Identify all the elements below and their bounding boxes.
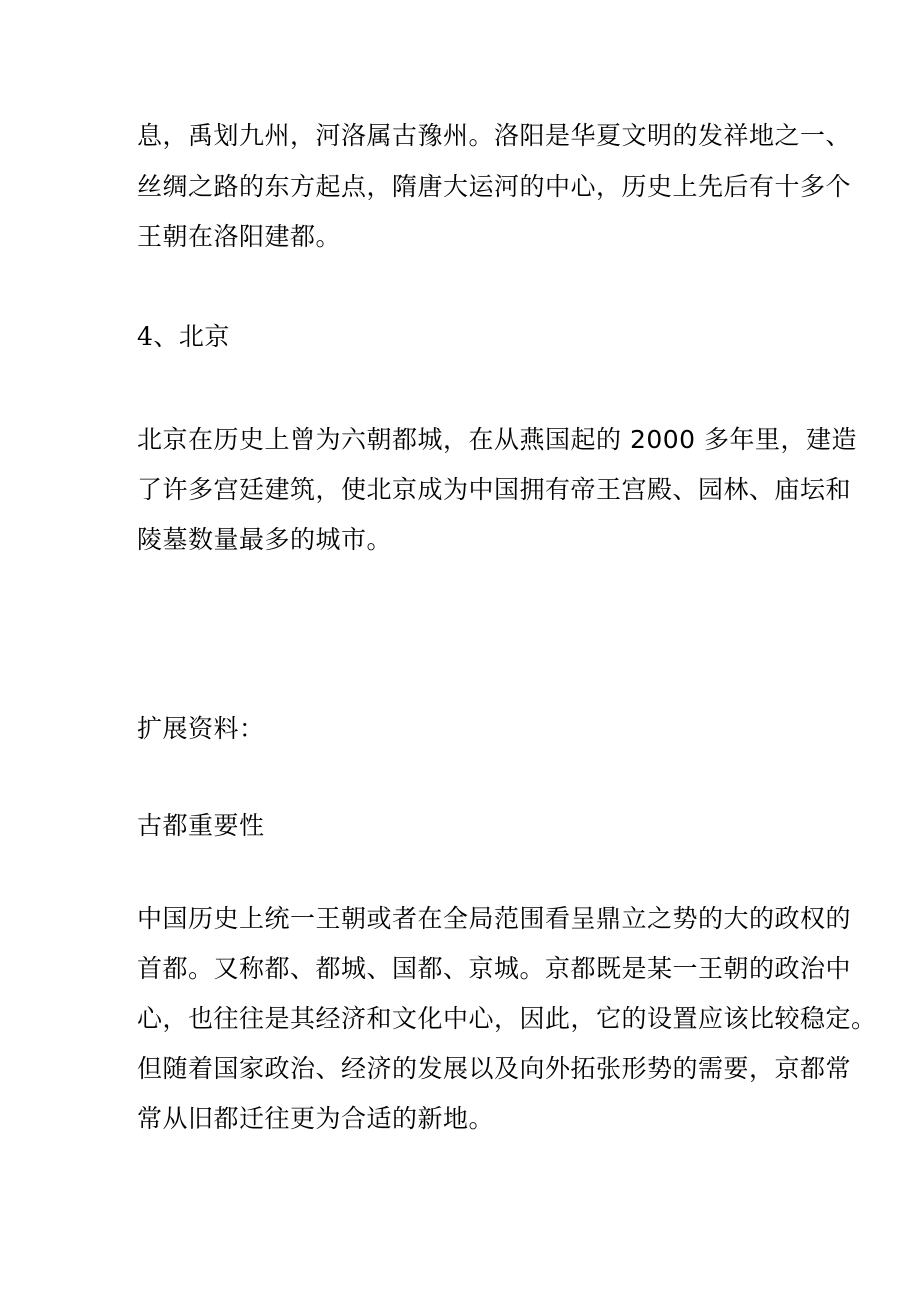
extended-material-label: 扩展资料： [137, 714, 265, 743]
paragraph-importance-line-5: 常从旧都迁往更为合适的新地。 [137, 1104, 495, 1133]
paragraph-importance-line-4: 但随着国家政治、经济的发展以及向外拓张形势的需要，京都常 [137, 1054, 852, 1083]
paragraph-luoyang-line-3: 王朝在洛阳建都。 [137, 222, 342, 251]
paragraph-beijing-line-3: 陵墓数量最多的城市。 [137, 525, 393, 554]
paragraph-importance-line-2: 首都。又称都、都城、国都、京城。京都既是某一王朝的政治中 [137, 954, 852, 983]
paragraph-beijing-line-1: 北京在历史上曾为六朝都城，在从燕国起的 2000 多年里，建造 [137, 425, 858, 454]
paragraph-importance-line-3: 心，也往往是其经济和文化中心，因此，它的设置应该比较稳定。 [137, 1004, 877, 1033]
paragraph-luoyang-line-2: 丝绸之路的东方起点，隋唐大运河的中心，历史上先后有十多个 [137, 172, 852, 201]
paragraph-beijing-line-2: 了许多宫廷建筑，使北京成为中国拥有帝王宫殿、园林、庙坛和 [137, 475, 852, 504]
paragraph-luoyang-line-1: 息，禹划九州，河洛属古豫州。洛阳是华夏文明的发祥地之一、 [137, 121, 852, 150]
heading-beijing: 4、北京 [137, 322, 230, 351]
paragraph-importance-line-1: 中国历史上统一王朝或者在全局范围看呈鼎立之势的大的政权的 [137, 904, 852, 933]
section-title: 古都重要性 [137, 811, 265, 840]
